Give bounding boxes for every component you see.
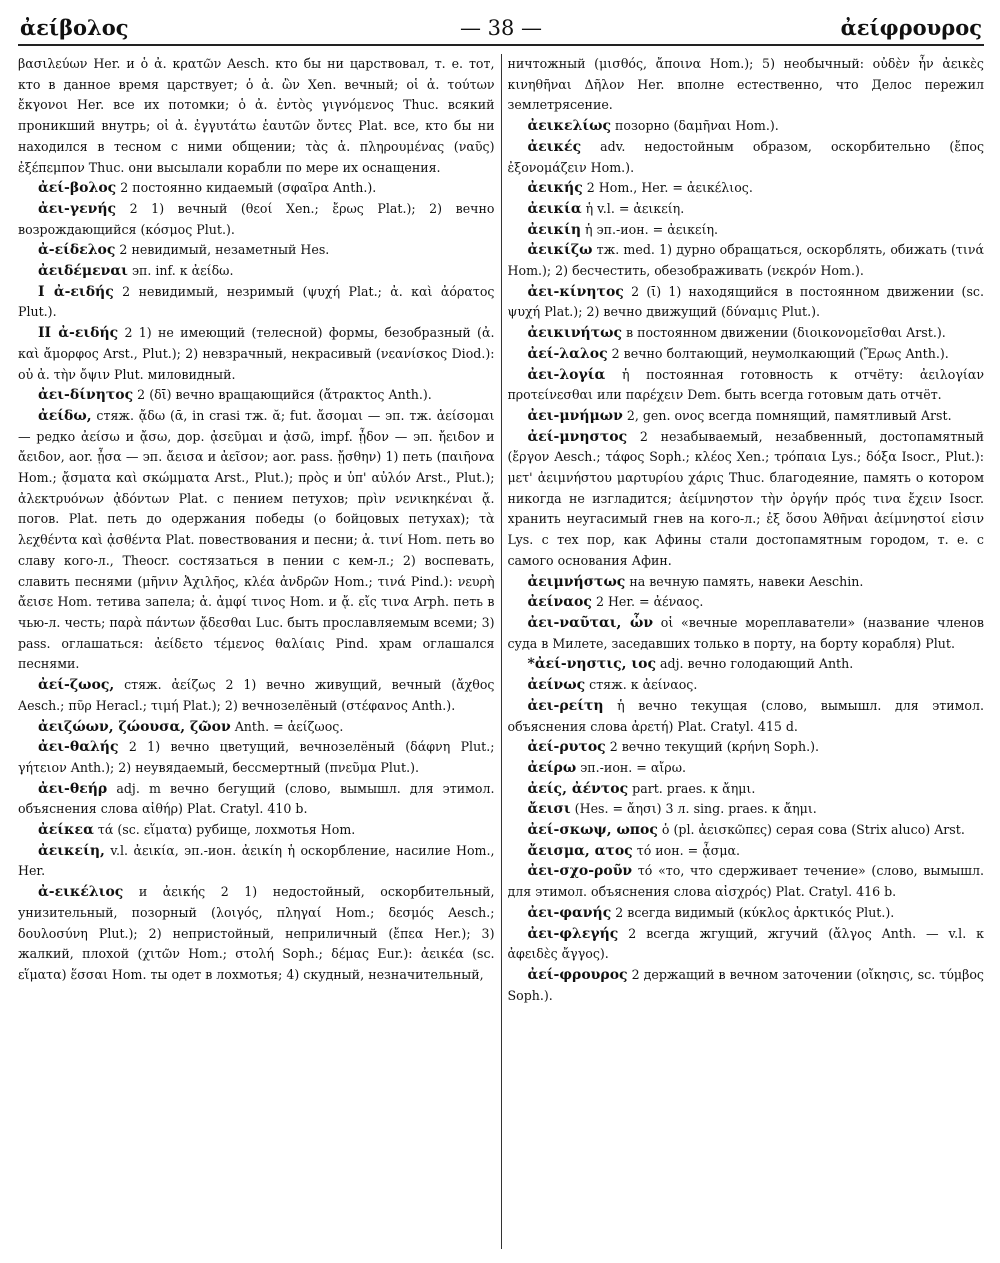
entry-headword: ἀεικής — [527, 180, 583, 197]
entry-headword: ἀείναος — [527, 594, 592, 611]
dictionary-entry — [508, 178, 985, 199]
entry-definition: 2 (ῑ) 1) находящийся в постоянном движении (sc. ψυχή Plat.); 2) вечно движущий (δύναμις Plut.). — [507, 283, 984, 320]
entry-definition: 2 вечно болтающий, неумолкающий (Ἔρως Anth.). — [611, 345, 949, 361]
dictionary-entry — [18, 779, 495, 820]
entry-headword: ἀειμνήστως — [527, 573, 626, 590]
entry-definition: эп. inf. к ἀείδω. — [131, 263, 234, 279]
entry-headword: ἀείρω — [527, 759, 577, 776]
entry-headword: ἀει-δίνητος — [38, 387, 134, 404]
right-column — [508, 54, 985, 1249]
entry-definition: βασιλεύων Her. и ὁ ἀ. κρατῶν Aesch. кто бы ни царствовал, т. е. тот, кто в данное время царствует; ὁ ἀ. ὢν Xen. вечный; οἱ ἀ. τούτων ἔκγονοι Her. все их потомки; ὁ ἀ. ἐντὸς γιγνόμενος Thuc. всякий проникший внутрь; οἱ ἀ. ἐγγυτάτω ἑαυτῶν ὄντες Plat. все, кто бы ни находился в тесном с ними общении; τὰς ἀ. πληρουμένας (ναῦς) ἐξέπεμπον Thuc. они высылали корабли по мере их оснащения. — [18, 56, 495, 175]
entry-headword: ἀεί-ρυτος — [527, 739, 606, 756]
dictionary-entry — [508, 696, 985, 737]
entry-definition: ἡ вечно текущая (слово, вымышл. для этимол. объяснения слова ἀρετή) Plat. Cratyl. 415 d. — [507, 697, 984, 734]
dictionary-entry — [508, 365, 985, 406]
dictionary-entry — [18, 820, 495, 841]
entry-headword: ἄεισμα, ατος — [527, 842, 633, 859]
dictionary-entry — [18, 717, 495, 738]
dictionary-entry — [508, 572, 985, 593]
dictionary-entry — [18, 178, 495, 199]
entry-headword: ἀεικινήτως — [527, 325, 622, 342]
dictionary-entry — [508, 137, 985, 178]
entry-headword: ἀεί-λαλος — [527, 345, 608, 362]
dictionary-entry — [18, 261, 495, 282]
entry-definition: 2 всегда видимый (κύκλος ἀρκτικός Plut.). — [615, 904, 895, 920]
entry-definition: 2 невидимый, незаметный Hes. — [119, 242, 330, 258]
entry-definition: на вечную память, навеки Aeschin. — [629, 573, 864, 589]
dictionary-entry — [18, 323, 495, 385]
entry-headword: ἄεισι — [527, 801, 571, 818]
entry-definition: 2 Her. = ἀέναος. — [595, 594, 704, 610]
entry-definition: adj. m вечно бегущий (слово, вымышл. для этимол. объяснения слова αἰθήρ) Plat. Cratyl. 410 b. — [18, 780, 495, 817]
dictionary-entry — [18, 240, 495, 261]
entry-headword: ἀεικείη, — [38, 842, 105, 859]
dictionary-entry — [508, 613, 985, 654]
entry-headword: ἀεικές — [527, 138, 582, 155]
dictionary-entry — [18, 199, 495, 240]
dictionary-entry — [508, 675, 985, 696]
entry-definition: 2 1) не имеющий (телесной) формы, безобразный (ἀ. καὶ ἄμορφος Arst., Plut.); 2) невзрачный, некрасивый (νεανίσκος Diod.): οὐ ἀ. τὴν ὄψιν Plut. миловидный. — [18, 325, 495, 382]
dictionary-entry — [508, 592, 985, 613]
entry-definition: 2 постоянно кидаемый (σφαῖρα Anth.). — [120, 180, 377, 196]
dictionary-entry — [508, 406, 985, 427]
dictionary-entry — [508, 820, 985, 841]
entry-headword: ἀεί-μνηστος — [527, 428, 628, 445]
entry-headword: ἀεικία — [527, 200, 582, 217]
page-header — [18, 14, 984, 46]
entry-definition: ἡ v.l. = ἀεικείη. — [585, 200, 685, 216]
dictionary-entry — [18, 282, 495, 323]
entry-headword: ἀει-φανής — [527, 904, 612, 921]
dictionary-entry — [508, 779, 985, 800]
entry-headword: ἀει-σχο-ροῦν — [527, 863, 633, 880]
entry-definition: и ἀεικής 2 1) недостойный, оскорбительный, унизительный, позорный (λοιγός, πληγαί Hom.; δεσμός Aesch.; δουλοσύνη Plut.); 2) непристойный, неприличный (ἔπεα Her.); 3) жалкий, плохой (χιτῶν Hom.; στολή Soph.; δέμας Eur.): ἀεικέα (sc. εἵματα) ἕσσαι Hom. ты одет в лохмотья; 4) скудный, незначительный, — [18, 884, 495, 982]
entry-headword: ἀει-λογία — [527, 366, 606, 383]
entry-headword: ἀεί-βολος — [38, 180, 117, 197]
entry-headword: ἀει-θαλής — [38, 739, 119, 756]
dictionary-entry — [508, 116, 985, 137]
entry-headword: ἀειζώων, ζώουσα, ζῶον — [38, 718, 231, 735]
entry-definition: 2 незабываемый, незабвенный, достопамятный (ἔργον Aesch.; τάφος Soph.; κλέος Xen.; τρόπαια Lys.; δόξα Isocr., Plut.): μετ' ἀειμνήστου μαρτυρίου χάρις Thuc. благодеяние, память о котором никогда не изгладится; ἀείμνηστον τὴν ὀργήν πρός τινα ἔχειν Isocr. хранить неугасимый гнев на кого-л.; ἐξ ὅσου Ἀθῆναι ἀείμνηστοί εἰσιν Lys. с тех пор, как Афины стали достопамятным городом, т. е. с самого основания Афин. — [507, 428, 984, 568]
entry-definition: стяж. ἀείζως 2 1) вечно живущий, вечный (ἄχθος Aesch.; πῦρ Heracl.; τιμή Plat.); 2) вечнозелёный (στέφανος Anth.). — [18, 677, 495, 713]
entry-definition: позорно (δαμῆναι Hom.). — [615, 118, 779, 134]
entry-headword: ἀειδέμεναι — [38, 263, 128, 280]
dictionary-entry — [508, 758, 985, 779]
entry-definition: τό ион. = ᾆσμα. — [636, 842, 741, 858]
entry-headword: ἀείνως — [527, 677, 586, 694]
dictionary-entry — [508, 965, 985, 1006]
entry-headword: ἀει-γενής — [38, 200, 117, 217]
header-left-guideword: ἀείβολος — [20, 15, 129, 40]
entry-definition: 2 1) вечно цветущий, вечнозелёный (δάφνη Plut.; γήτειον Anth.); 2) неувядаемый, бессмертный (πνεῦμα Plut.). — [18, 739, 495, 775]
entry-definition: в постоянном движении (διοικονομεῖσθαι Arst.). — [626, 325, 946, 341]
dictionary-entry — [508, 799, 985, 820]
dictionary-entry — [18, 54, 495, 178]
entry-definition: adj. вечно голодающий Anth. — [660, 656, 854, 672]
entry-definition: 2, gen. ονος всегда помнящий, памятливый Arst. — [626, 407, 952, 423]
entry-headword: ἀει-ναῦται, ὧν — [527, 614, 654, 631]
entry-definition: 2 1) вечный (θεοί Xen.; ἔρως Plat.); 2) вечно возрождающийся (κόσμος Plut.). — [18, 200, 495, 237]
dictionary-entry — [18, 406, 495, 675]
entry-headword: ἀείς, ἀέντος — [527, 780, 629, 797]
entry-definition: adv. недостойным образом, оскорбительно (ἔπος ἐξονομάζειν Hom.). — [507, 138, 984, 175]
dictionary-entry — [508, 323, 985, 344]
entry-headword: ἀει-θεήρ — [38, 780, 108, 797]
page-number: — 38 — — [459, 16, 543, 40]
entry-definition: οἱ «вечные мореплаватели» (название членов суда в Милете, заседавших только в порту, на борту корабля) Plut. — [507, 614, 984, 651]
dictionary-entry — [508, 841, 985, 862]
entry-headword: ἀ-εικέλιος — [38, 884, 124, 901]
entry-headword: ἀει-ρείτη — [527, 697, 604, 714]
entry-headword: ἀεικίζω — [527, 242, 593, 259]
entry-headword: ἀ-είδελος — [38, 242, 116, 259]
dictionary-entry — [508, 199, 985, 220]
dictionary-entry — [18, 385, 495, 406]
dictionary-entry — [18, 841, 495, 882]
entry-definition: ничтожный (μισθός, ἄποινα Hom.); 5) необычный: οὐδὲν ἦν ἀεικὲς κινηθῆναι Δῆλον Her. вполне естественно, что Делос пережил землетрясение. — [507, 56, 984, 113]
dictionary-entry — [508, 654, 985, 675]
entry-definition: ὁ (pl. ἀεισκῶπες) серая сова (Strix aluco) Arst. — [661, 822, 965, 838]
entry-headword: ἀείκεα — [38, 822, 94, 839]
entry-headword: ἀεί-σκωψ, ωπος — [527, 822, 658, 839]
entry-headword: *ἀεί-νηστις, ιος — [527, 656, 657, 673]
dictionary-entry — [18, 737, 495, 778]
entry-definition: v.l. ἀεικία, эп.-ион. ἀεικίη ἡ оскорбление, насилие Hom., Her. — [18, 842, 495, 879]
dictionary-entry — [508, 903, 985, 924]
dictionary-entry — [508, 344, 985, 365]
dictionary-page — [18, 14, 984, 1249]
page-body — [18, 54, 984, 1249]
dictionary-entry — [508, 427, 985, 572]
dictionary-entry — [508, 54, 985, 116]
dictionary-entry — [508, 737, 985, 758]
entry-definition: part. praes. к ἄημι. — [632, 780, 756, 796]
entry-definition: стяж. ᾄδω (ᾱ, in crasi тж. ᾰ; fut. ἄσομαι — эп. тж. ἀείσομαι — редко ἀείσω и ᾄσω, дор. ᾀσεῦμαι и ᾀσῶ, impf. ᾖδον — эп. ἤειδον и ἄειδον, aor. ᾖσα — эп. ἄεισα и ἀεῖσον; aor. pass. ᾔσθην) 1) петь (παιῆονα Hom.; ᾄσματα καὶ σκώμματα Arst., Plut.); πρὸς и ὑπ' αὐλόν Arst., Plut.); ἀλεκτρυόνων ᾀδόντων Plat. с пением петухов; πρὶν νενικηκέναι ᾄ. погов. Plat. петь до одержания победы (о бойцовых петухах); τὰ λεχθέντα καὶ ᾀσθέντα Plat. повествования и песни; ἀ. τινί Hom. петь во славу кого-л., Theocr. состязаться в пении с кем-л.; 2) воспевать, славить песнями (μῆνιν Ἀχιλῆος, κλέα ἀνδρῶν Hom.; τινά Pind.): νευρὴ ἄεισε Hom. тетива запела; ἀ. ἀμφί τινος Hom. и ᾄ. εἴς τινα Arph. петь в чью-л. честь; παρὰ πάντων ᾄδεσθαι Luc. быть прославляемым всеми; 3) pass. оглашаться: ἀείδετο τέμενος θαλίαις Pind. храм оглашался песнями. — [18, 407, 495, 672]
entry-definition: τά (sc. εἵματα) рубище, лохмотья Hom. — [97, 822, 356, 838]
entry-headword: II ἀ-ειδής — [38, 325, 119, 342]
dictionary-entry — [18, 882, 495, 986]
entry-definition: 2 (δῑ) вечно вращающийся (ἄτρακτος Anth.). — [137, 387, 432, 403]
entry-definition: 2 держащий в вечном заточении (οἴκησις, sc. τύμβος Soph.). — [507, 966, 984, 1003]
entry-definition: 2 невидимый, незримый (ψυχή Plat.; ἀ. καὶ ἀόρατος Plut.). — [18, 283, 495, 320]
dictionary-entry — [508, 924, 985, 965]
entry-headword: ἀει-φλεγής — [527, 925, 619, 942]
column-divider — [501, 54, 502, 1249]
entry-headword: ἀεί-ζωος, — [38, 677, 115, 694]
left-column — [18, 54, 495, 1249]
entry-definition: стяж. к ἀείναος. — [589, 677, 698, 693]
entry-headword: ἀεί-φρουρος — [527, 966, 628, 983]
entry-definition: ἡ постоянная готовность к отчёту: ἀειλογίαν προτείνεσθαι или παρέχειν Dem. быть всегда готовым дать отчёт. — [507, 366, 984, 403]
entry-headword: I ἀ-ειδής — [38, 283, 114, 300]
entry-definition: ἡ эп.-ион. = ἀεικείη. — [585, 221, 719, 237]
dictionary-entry — [18, 675, 495, 716]
dictionary-entry — [508, 861, 985, 902]
dictionary-entry — [508, 240, 985, 281]
header-right-guideword: ἀείφρουρος — [840, 15, 982, 40]
entry-definition: (Hes. = ἄησι) 3 л. sing. praes. к ἄημι. — [574, 801, 817, 817]
entry-definition: эп.-ион. = αἴρω. — [580, 759, 686, 775]
dictionary-entry — [508, 282, 985, 323]
entry-headword: ἀει-κίνητος — [527, 283, 624, 300]
entry-definition: 2 Hom., Her. = ἀεικέλιος. — [586, 180, 753, 196]
entry-definition: 2 вечно текущий (κρήνη Soph.). — [609, 739, 820, 755]
entry-definition: тж. med. 1) дурно обращаться, оскорблять, обижать (τινά Hom.); 2) бесчестить, обезображивать (νεκρόν Hom.). — [507, 242, 984, 279]
entry-definition: 2 всегда жгущий, жгучий (ἄλγος Anth. — v.l. к ἀφειδὲς ἄγγος). — [507, 925, 984, 962]
entry-headword: ἀείδω, — [38, 407, 92, 424]
entry-headword: ἀεικελίως — [527, 118, 612, 135]
entry-headword: ἀεικίη — [527, 221, 582, 238]
entry-definition: τό «то, что сдерживает течение» (слово, вымышл. для этимол. объяснения слова αἰσχρός) Plat. Cratyl. 416 b. — [507, 863, 984, 900]
entry-definition: Anth. = ἀείζωος. — [234, 718, 344, 734]
dictionary-entry — [508, 220, 985, 241]
entry-headword: ἀει-μνήμων — [527, 407, 623, 424]
